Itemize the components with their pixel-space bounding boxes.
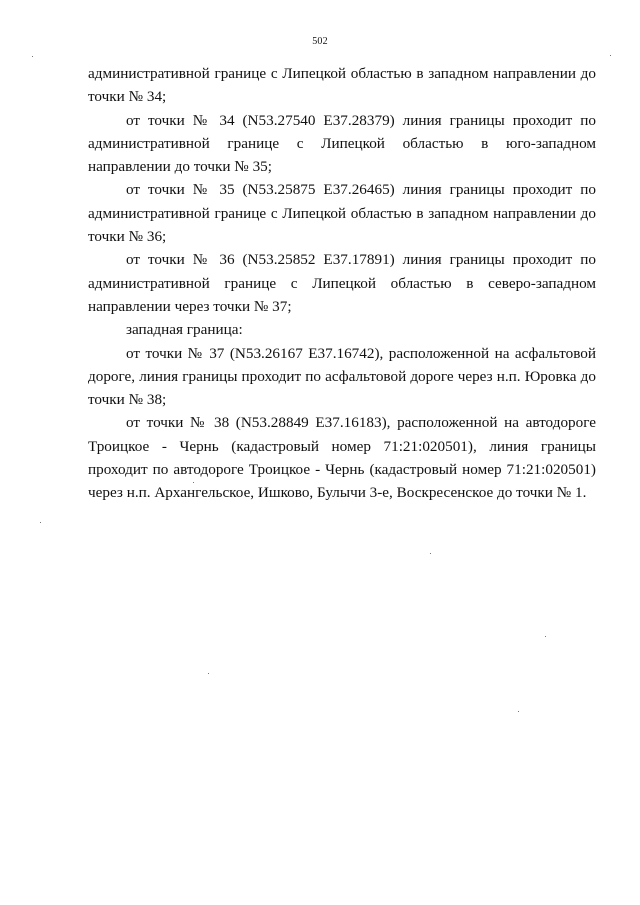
scan-speck [518, 711, 519, 712]
paragraph-point-34: от точки № 34 (N53.27540 E37.28379) линия границы проходит по административной границе с Липецкой областью в юго-западном направлении до точки № 35; [88, 111, 596, 176]
scan-speck [610, 55, 611, 56]
scan-speck [32, 56, 33, 57]
scan-speck [430, 553, 431, 554]
paragraph-point-35: от точки № 35 (N53.25875 E37.26465) линия границы проходит по административной границе с Липецкой областью в западном направлении до точки № 36; [88, 181, 596, 246]
paragraph-point-37: от точки № 37 (N53.26167 E37.16742), расположенной на асфальтовой дороге, линия границы проходит по асфальтовой дороге через н.п. Юровка до точки № 38; [88, 344, 596, 409]
scan-speck [545, 636, 546, 637]
paragraph-continuation: административной границе с Липецкой областью в западном направлении до точки № 34; [88, 65, 596, 106]
paragraph-point-38: от точки № 38 (N53.28849 E37.16183), расположенной на автодороге Троицкое - Чернь (кадастровый номер 71:21:020501), линия границы проходит по автодороге Троицкое - Чернь (кадастровый номер 71:21:020501) через н.п. Архангельское, Ишково, Булычи 3-е, Воскресенское до точки № 1. [88, 414, 596, 502]
scan-speck [193, 482, 194, 483]
section-heading-west-border: западная граница: [126, 321, 243, 339]
document-body [88, 62, 596, 505]
scan-speck [208, 673, 209, 674]
page-number: 502 [312, 36, 328, 47]
paragraph-point-36: от точки № 36 (N53.25852 E37.17891) линия границы проходит по административной границе с Липецкой областью в северо-западном направлении через точки № 37; [88, 251, 596, 315]
scan-speck [40, 522, 41, 523]
